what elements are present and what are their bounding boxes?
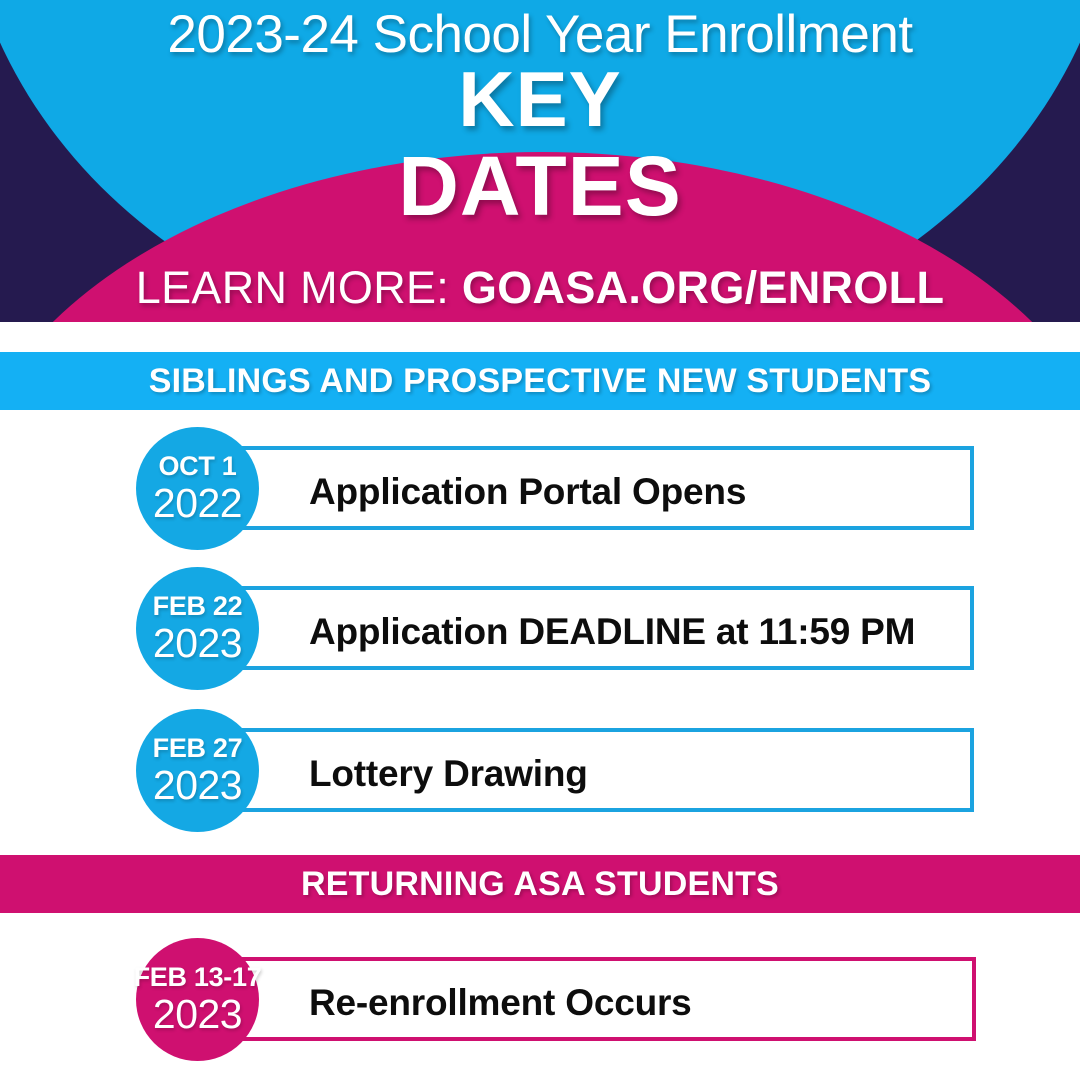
section-header-returning: RETURNING ASA STUDENTS bbox=[0, 855, 1080, 913]
date-badge bbox=[133, 938, 262, 1061]
key-date-box bbox=[205, 728, 974, 812]
date-badge-day: OCT 1 bbox=[158, 451, 237, 481]
key-date-box bbox=[205, 446, 974, 530]
key-date-row bbox=[0, 564, 1080, 694]
header-text-group bbox=[0, 0, 1080, 322]
header-subtitle: 2023-24 School Year Enrollment bbox=[167, 5, 913, 64]
date-badge-day: FEB 27 bbox=[152, 733, 243, 763]
section-header-siblings: SIBLINGS AND PROSPECTIVE NEW STUDENTS bbox=[0, 352, 1080, 410]
date-badge-year: 2023 bbox=[152, 620, 243, 666]
date-badge-year: 2023 bbox=[152, 991, 243, 1037]
date-badge-day: FEB 13-17 bbox=[133, 962, 262, 992]
date-badge bbox=[136, 427, 259, 550]
key-date-row bbox=[0, 935, 1080, 1065]
date-badge-day: FEB 22 bbox=[152, 591, 243, 621]
header-title-key: KEY bbox=[458, 55, 622, 143]
learn-more-line bbox=[0, 262, 1080, 314]
key-date-label: Application DEADLINE at 11:59 PM bbox=[309, 611, 916, 652]
key-date-row bbox=[0, 424, 1080, 554]
key-date-label: Application Portal Opens bbox=[309, 471, 747, 512]
key-date-row bbox=[0, 706, 1080, 836]
key-date-box bbox=[205, 957, 976, 1041]
date-badge-year: 2022 bbox=[152, 480, 243, 526]
learn-more-prefix: LEARN MORE: bbox=[135, 262, 462, 313]
learn-more-url[interactable]: GOASA.ORG/ENROLL bbox=[461, 262, 945, 313]
key-date-label: Re-enrollment Occurs bbox=[309, 982, 692, 1023]
date-badge bbox=[136, 709, 259, 832]
key-date-box bbox=[205, 586, 974, 670]
date-badge bbox=[136, 567, 259, 690]
header-title-dates: DATES bbox=[398, 139, 682, 233]
date-badge-year: 2023 bbox=[152, 762, 243, 808]
header-banner bbox=[0, 0, 1080, 322]
key-date-label: Lottery Drawing bbox=[309, 753, 588, 794]
